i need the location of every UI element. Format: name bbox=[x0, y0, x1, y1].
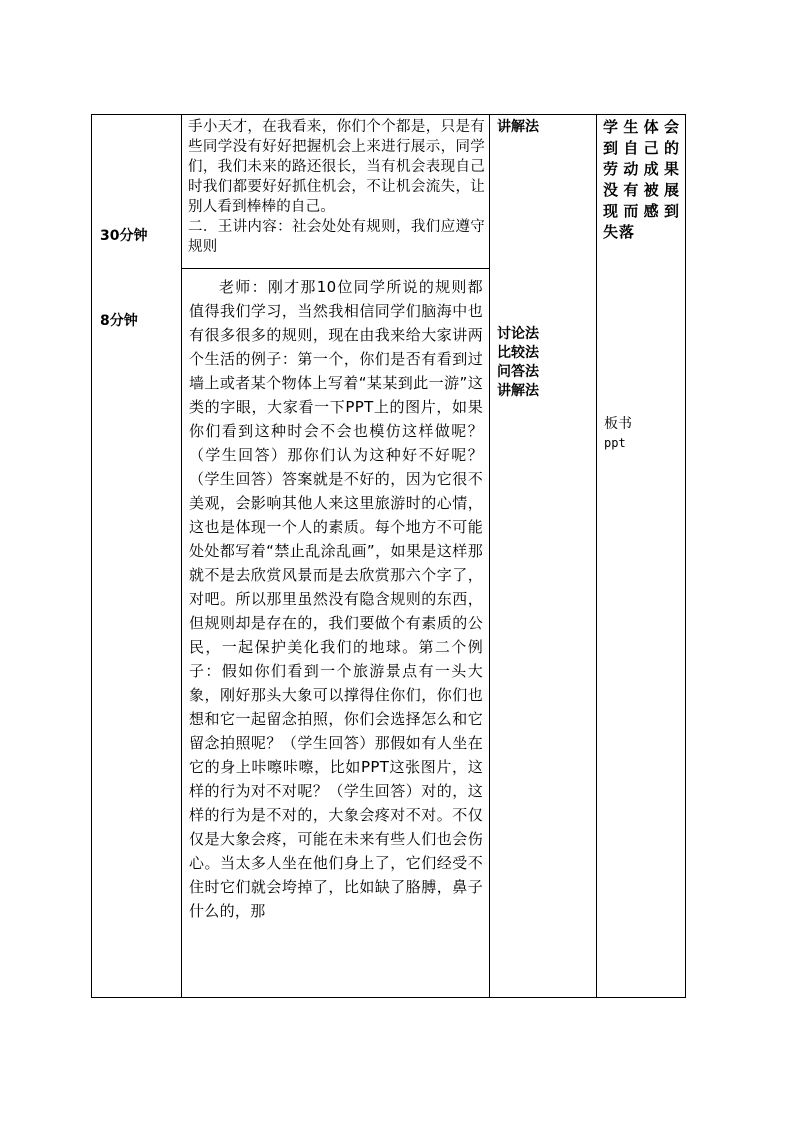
notes-column-cell bbox=[597, 115, 686, 998]
time-label-8: 8分钟 bbox=[100, 313, 138, 329]
time-column-cell bbox=[92, 115, 182, 998]
intro-content-cell bbox=[182, 115, 490, 269]
blackboard-label: 板书 bbox=[604, 416, 632, 432]
section-heading: 二．王讲内容：社会处处有规则，我们应遵守规则 bbox=[188, 219, 485, 255]
time-label-30: 30分钟 bbox=[100, 228, 148, 244]
intro-paragraph: 手小天才，在我看来，你们个个都是，只是有些同学没有好好把握机会上来进行展示，同学们，我们未来的路还很长，当有机会表现自己时我们都要好好抓住机会，不让机会流失，让别人看到棒棒的自己。 bbox=[188, 119, 485, 215]
method-list bbox=[497, 325, 539, 401]
method-question: 问答法 bbox=[497, 364, 539, 380]
method-lecture-2: 讲解法 bbox=[497, 383, 539, 399]
table-row bbox=[92, 115, 686, 269]
student-feedback-note: 学生体会到自己的劳动成果没有被展现而感到失落 bbox=[603, 118, 680, 241]
main-content-cell bbox=[182, 269, 490, 998]
method-discussion: 讨论法 bbox=[497, 326, 539, 342]
method-lecture: 讲解法 bbox=[497, 119, 539, 135]
ppt-label: ppt bbox=[604, 436, 626, 450]
method-column-cell bbox=[490, 115, 597, 998]
lesson-plan-table bbox=[91, 114, 686, 998]
teaching-tools bbox=[604, 415, 632, 453]
main-paragraph: 老师：刚才那10位同学所说的规则都值得我们学习，当然我相信同学们脑海中也有很多很多的规则，现在由我来给大家讲两个生活的例子：第一个，你们是否有看到过墙上或者某个物体上写着“某某到此一游”这类的字眼，大家看一下PPT上的图片，如果你们看到这种时会不会也模仿这样做呢？（学生回答）那你们认为这种好不好呢？（学生回答）答案就是不好的，因为它很不美观，会影响其他人来这里旅游时的心情，这也是体现一个人的素质。每个地方不可能处处都写着“禁止乱涂乱画”，如果是这样那就不是去欣赏风景而是去欣赏那六个字了，对吧。所以那里虽然没有隐含规则的东西，但规则却是存在的，我们要做个有素质的公民，一起保护美化我们的地球。第二个例子：假如你们看到一个旅游景点有一头大象，刚好那头大象可以撑得住你们，你们也想和它一起留念拍照，你们会选择怎么和它留念拍照呢？（学生回答）那假如有人坐在它的身上咔嚓咔嚓，比如PPT这张图片，这样的行为对不对呢？（学生回答）对的，这样的行为是不对的，大象会疼对不对。不仅仅是大象会疼，可能在未来有些人们也会伤心。当太多人坐在他们身上了，它们经受不住时它们就会垮掉了，比如缺了胳膊，鼻子什么的，那 bbox=[189, 278, 483, 920]
method-comparison: 比较法 bbox=[497, 345, 539, 361]
